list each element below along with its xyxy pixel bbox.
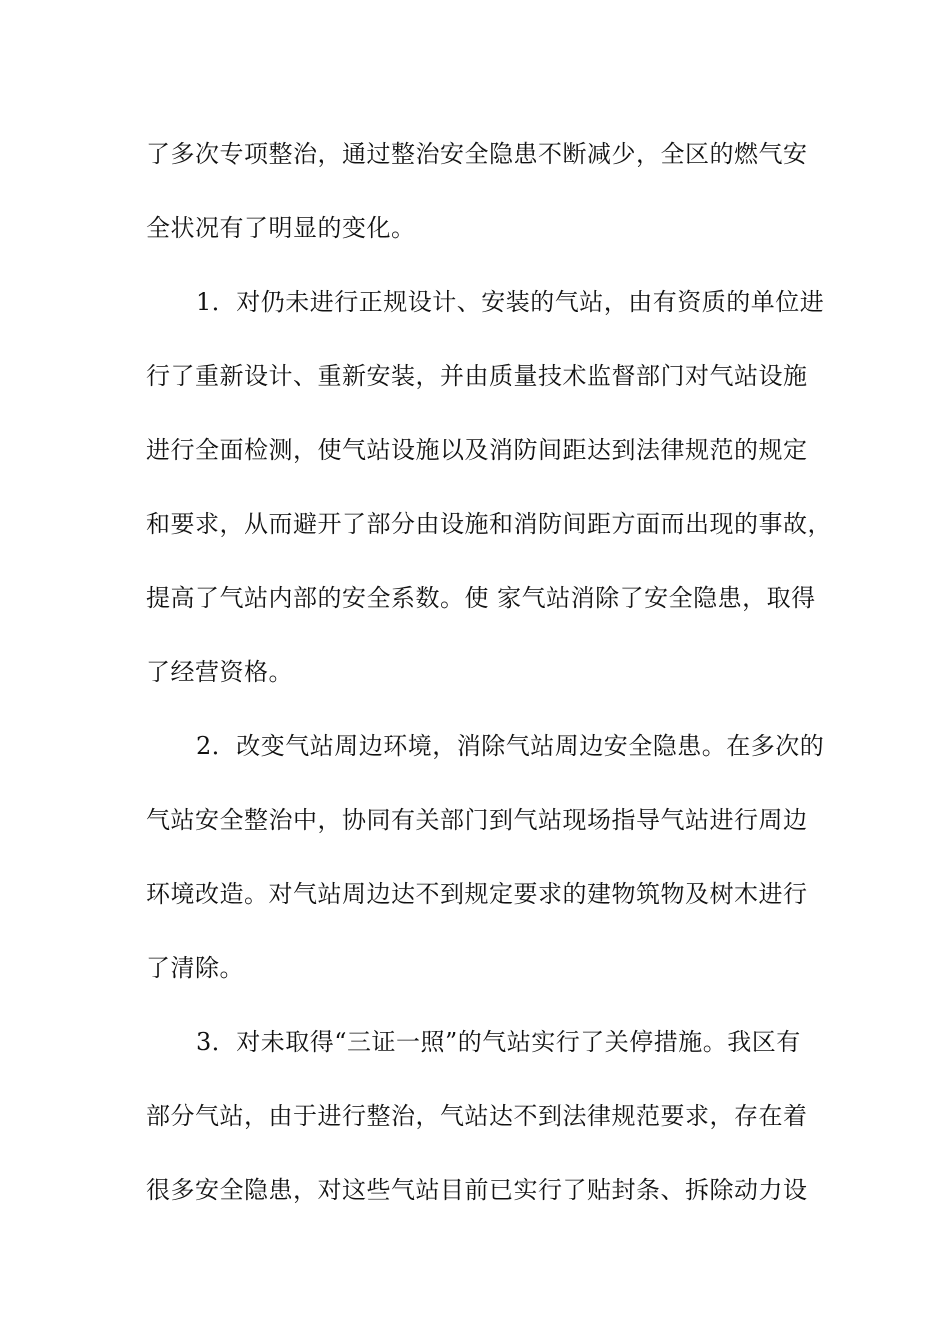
paragraph-1-first-line: 1．对仍未进行正规设计、安装的气站，由有资质的单位进 [196,288,825,316]
body-text-line: 进行全面检测，使气站设施以及消防间距达到法律规范的规定 [146,436,808,464]
body-text-line: 提高了气站内部的安全系数。使 家气站消除了安全隐患，取得 [146,584,816,612]
paragraph-3-first-line: 3．对未取得“三证一照”的气站实行了关停措施。我区有 [196,1028,801,1056]
body-text-line: 部分气站，由于进行整治，气站达不到法律规范要求，存在着 [146,1102,808,1130]
body-text-line: 气站安全整治中，协同有关部门到气站现场指导气站进行周边 [146,806,808,834]
paragraph-2-first-line: 2．改变气站周边环境，消除气站周边安全隐患。在多次的 [196,732,825,760]
body-text-line: 全状况有了明显的变化。 [146,214,416,242]
body-text-line: 很多安全隐患，对这些气站目前已实行了贴封条、拆除动力设 [146,1176,808,1204]
body-text-line: 了多次专项整治，通过整治安全隐患不断减少，全区的燃气安 [146,140,808,168]
body-text-line: 环境改造。对气站周边达不到规定要求的建物筑物及树木进行 [146,880,808,908]
body-text-line: 和要求，从而避开了部分由设施和消防间距方面而出现的事故， [146,510,832,538]
body-text-line: 行了重新设计、重新安装，并由质量技术监督部门对气站设施 [146,362,808,390]
body-text-line: 了经营资格。 [146,658,293,686]
body-text-line: 了清除。 [146,954,244,982]
